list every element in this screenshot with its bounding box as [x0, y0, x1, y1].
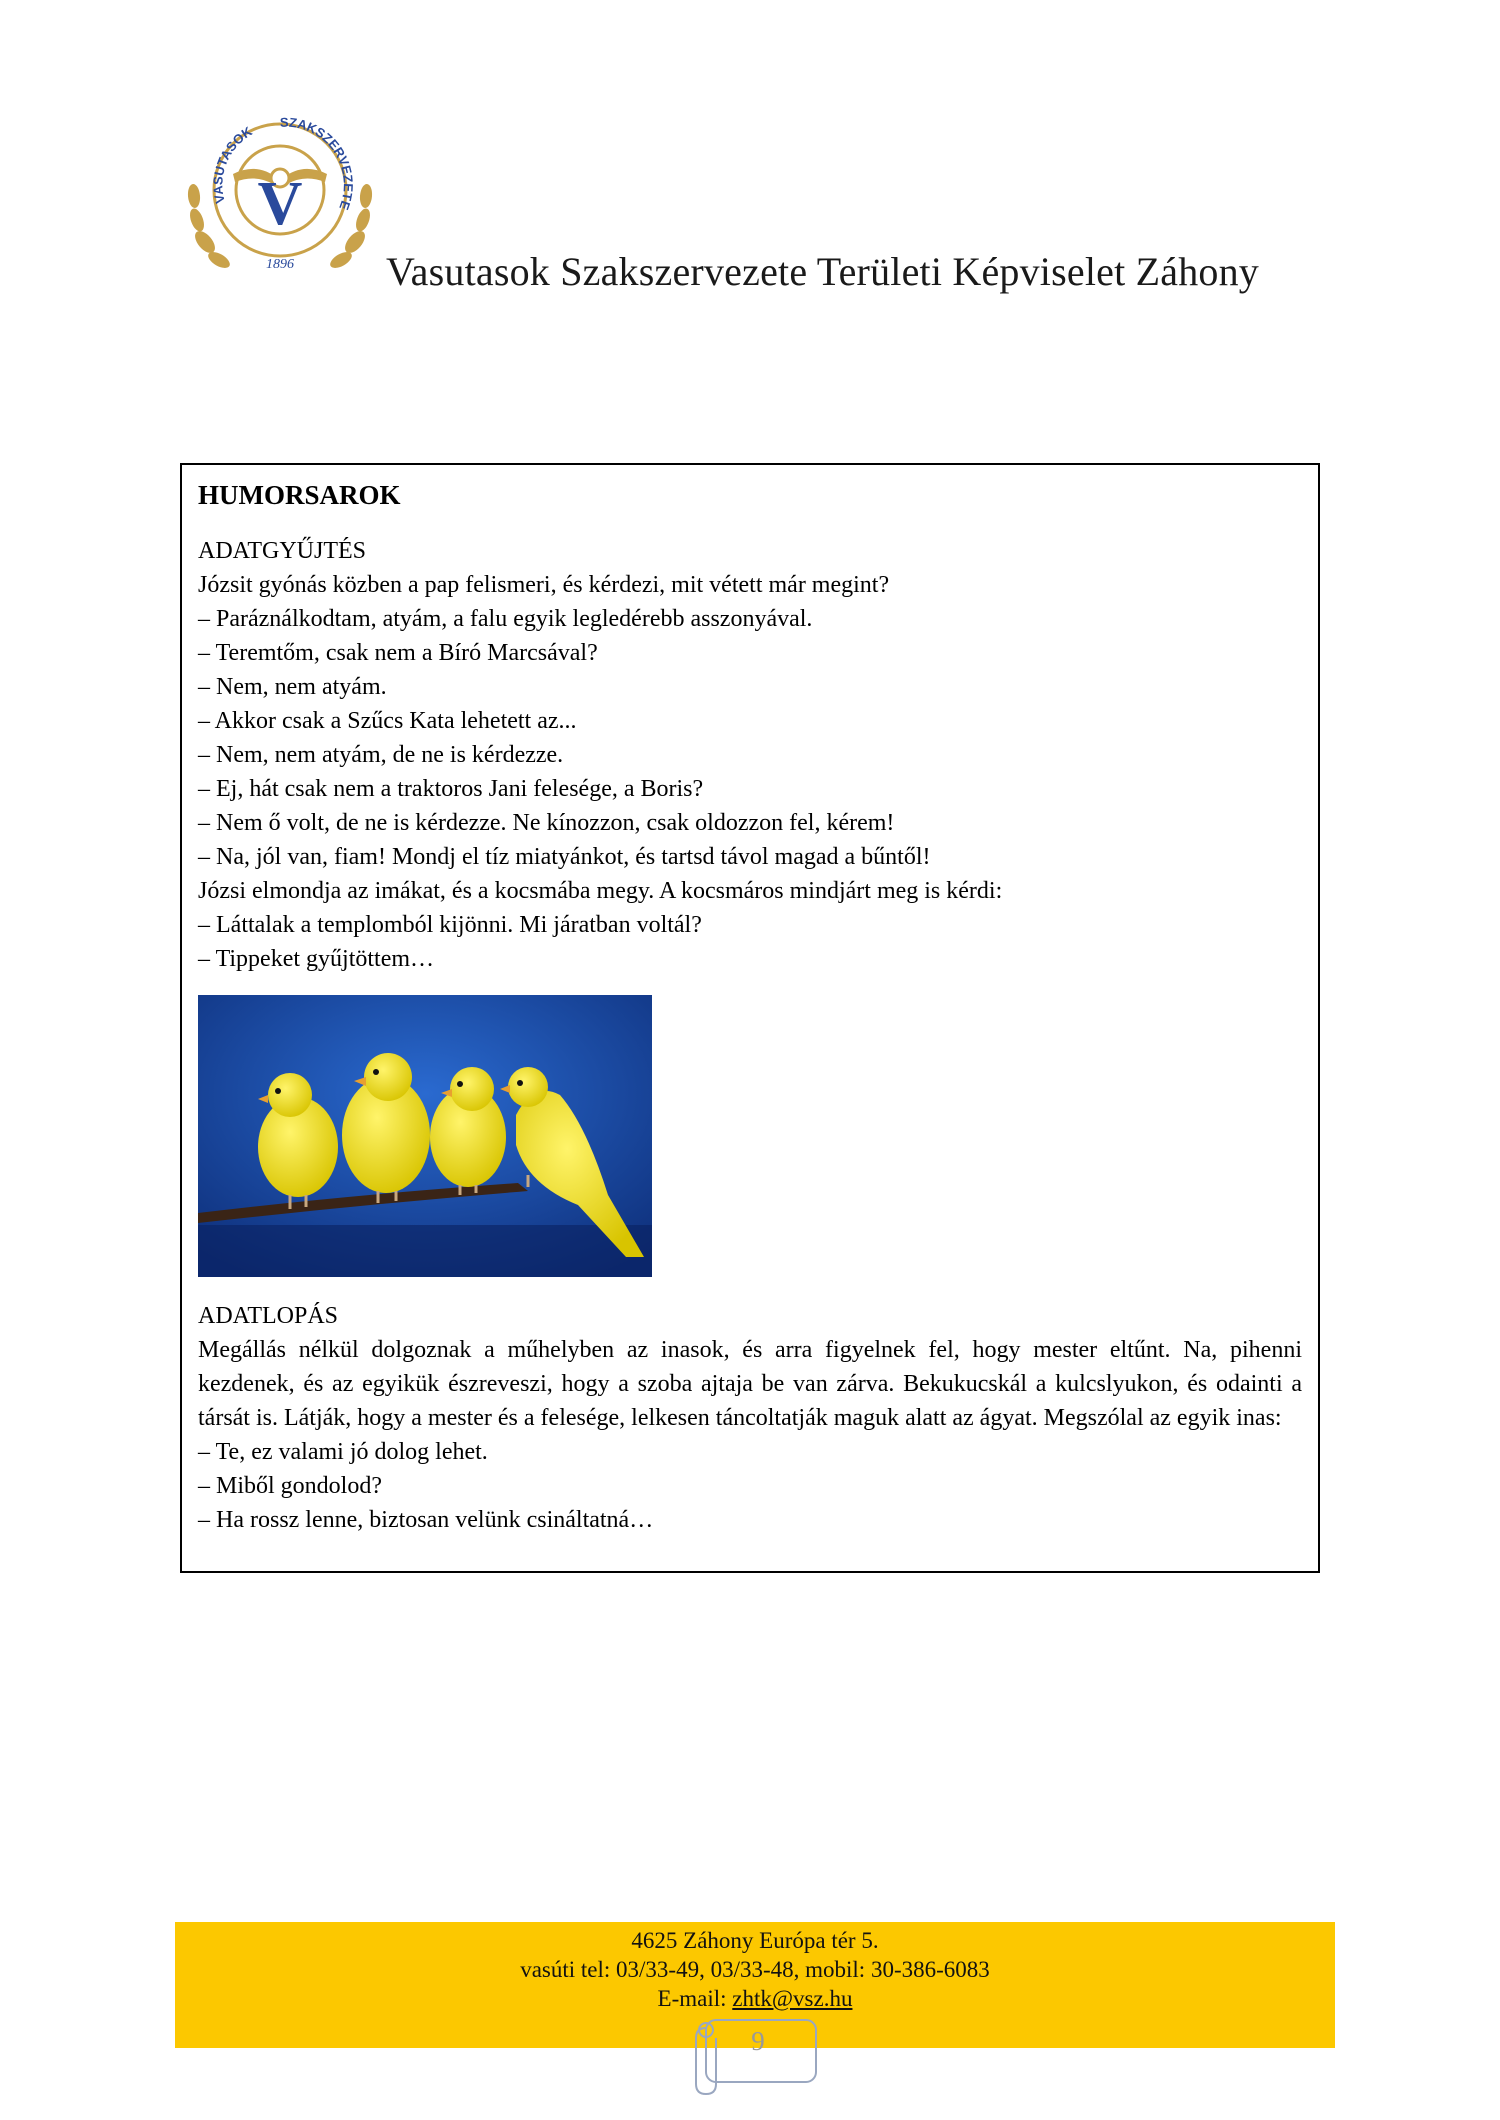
joke-line: – Akkor csak a Szűcs Kata lehetett az... — [198, 708, 577, 734]
joke-line: – Te, ez valami jó dolog lehet. — [198, 1439, 488, 1465]
svg-text:VASUTASOK: VASUTASOK — [210, 123, 255, 205]
joke-line: – Ej, hát csak nem a traktoros Jani felesége, a Boris? — [198, 776, 704, 802]
joke-line: Józsi elmondja az imákat, és a kocsmába megy. A kocsmáros mindjárt meg is kérdi: — [198, 878, 1003, 904]
footer-email-label: E-mail: — [657, 1986, 733, 2011]
footer-email-line — [175, 1984, 1335, 2013]
joke-line: – Tippeket gyűjtöttem… — [198, 946, 435, 972]
joke-line: – Nem, nem atyám. — [198, 674, 387, 700]
joke-line: – Na, jól van, fiam! Mondj el tíz miatyánkot, és tartsd távol magad a bűntől! — [198, 844, 931, 870]
joke-title-adatlopas: ADATLOPÁS — [198, 1303, 339, 1329]
joke-line: – Láttalak a templomból kijönni. Mi járatban voltál? — [198, 912, 702, 938]
joke-line: – Ha rossz lenne, biztosan velünk csináltatná… — [198, 1507, 654, 1533]
footer-phones: vasúti tel: 03/33-49, 03/33-48, mobil: 30-386-6083 — [520, 1957, 990, 1982]
svg-text:V: V — [257, 170, 303, 238]
joke-line: – Paráználkodtam, atyám, a falu egyik legledérebb asszonyával. — [198, 606, 813, 632]
joke-line: – Teremtőm, csak nem a Bíró Marcsával? — [198, 640, 598, 666]
page-number: 9 — [751, 2026, 765, 2056]
svg-text:SZAKSZERVEZETE: SZAKSZERVEZETE — [279, 114, 356, 212]
footer-address: 4625 Záhony Európa tér 5. — [631, 1928, 879, 1953]
footer-email-link[interactable]: zhtk@vsz.hu — [732, 1986, 853, 2011]
section-title: HUMORSAROK — [198, 480, 401, 510]
union-logo — [185, 92, 375, 282]
joke-title-adatgyujtes: ADATGYŰJTÉS — [198, 538, 366, 564]
joke-paragraph: Megállás nélkül dolgoznak a műhelyben az inasok, és arra figyelnek fel, hogy mester eltűnt. Na, pihenni kezdenek, és az egyikük észreveszi, hogy a szoba ajtaja be van zárva. Bekukucskál a kulcslyukon, és odainti a társát is. Látják, hogy a mester és a felesége, lelkesen táncoltatják maguk alatt az ágyat. Megszólal az egyik inas: — [198, 1337, 1302, 1431]
article-content — [198, 478, 1302, 1537]
joke-line: – Miből gondolod? — [198, 1473, 382, 1499]
joke-line: Józsit gyónás közben a pap felismeri, és kérdezi, mit vétett már megint? — [198, 572, 890, 598]
svg-text:1896: 1896 — [266, 257, 294, 272]
joke-line: – Nem, nem atyám, de ne is kérdezze. — [198, 742, 564, 768]
canaries-photo — [198, 995, 652, 1277]
joke-line: – Nem ő volt, de ne is kérdezze. Ne kínozzon, csak oldozzon fel, kérem! — [198, 810, 895, 836]
header-title: Vasutasok Szakszervezete Területi Képviselet Záhony — [386, 249, 1260, 294]
